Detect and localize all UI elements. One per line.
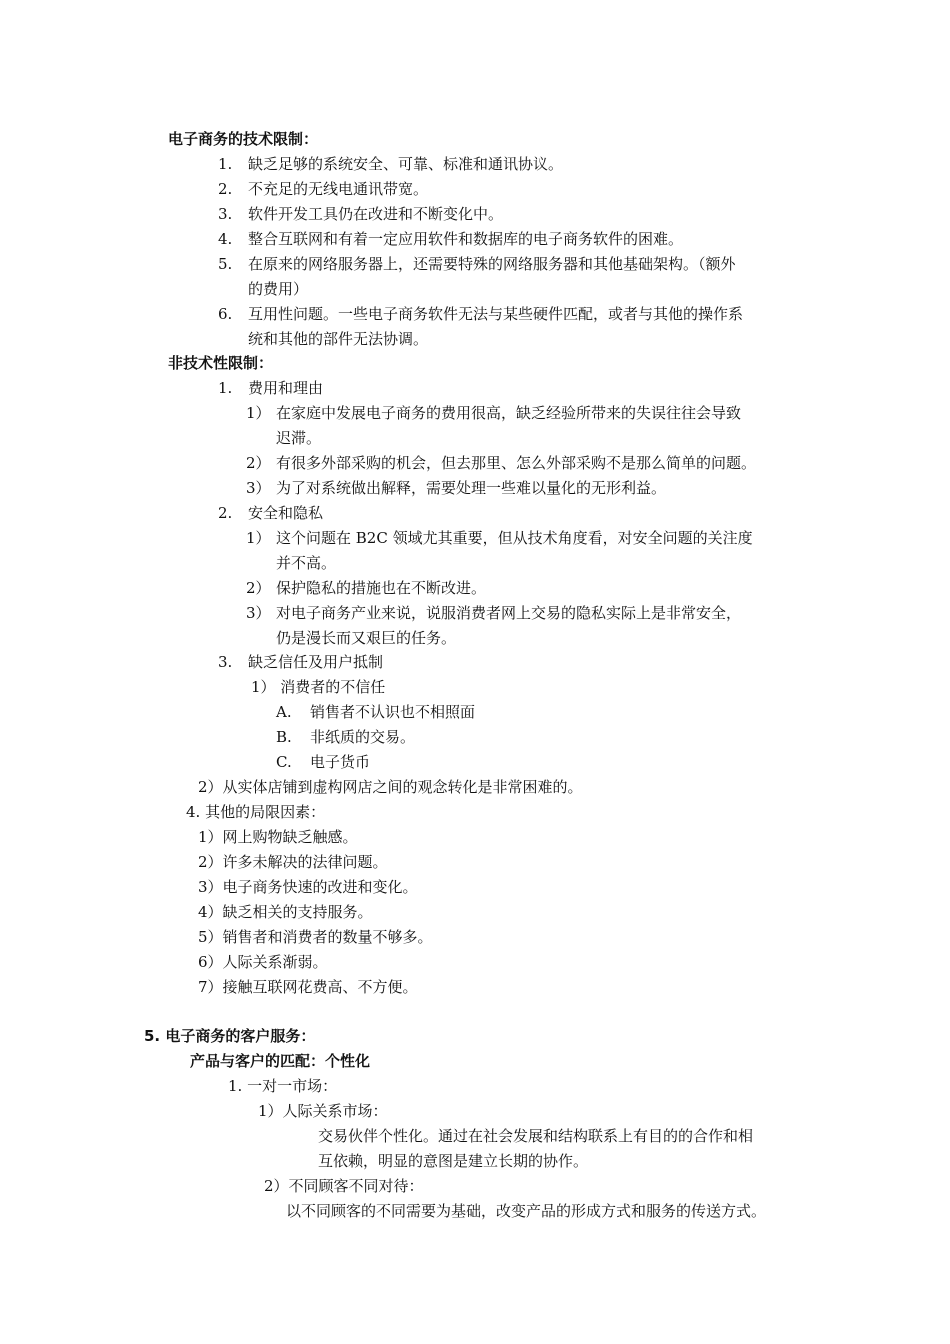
item-text: 在家庭中发展电子商务的费用很高，缺乏经验所带来的失误往往会导致 [276, 404, 742, 422]
item-number: 2） [246, 579, 271, 597]
subsection-title: 1） 消费者的不信任 [251, 678, 386, 696]
section-title-text: 缺乏信任及用户抵制 [248, 653, 384, 671]
list-item [218, 154, 563, 174]
paragraph-line: 以不同顾客的不同需要为基础，改变产品的形成方式和服务的传送方式。 [286, 1202, 767, 1220]
list-item: 3）电子商务快速的改进和变化。 [198, 878, 418, 896]
item-number: 4. [218, 230, 233, 248]
item-continuation: 统和其他的部件无法协调。 [248, 330, 429, 348]
tech-heading: 电子商务的技术限制： [168, 130, 319, 148]
item-letter: A. [276, 703, 292, 721]
item-continuation: 的费用） [248, 280, 309, 298]
item-text: 为了对系统做出解释，需要处理一些难以量化的无形利益。 [276, 479, 667, 497]
item-number: 3. [218, 653, 233, 671]
item-text: 销售者不认识也不相照面 [310, 703, 476, 721]
service-subheading: 产品与客户的匹配：个性化 [190, 1052, 371, 1070]
list-item [246, 403, 741, 423]
list-item: 6）人际关系渐弱。 [198, 953, 328, 971]
item-continuation: 仍是漫长而又艰巨的任务。 [276, 629, 457, 647]
item-number: 1） [246, 529, 271, 547]
section-title: 4. 其他的局限因素： [186, 803, 326, 821]
item-text: 互用性问题。一些电子商务软件无法与某些硬件匹配，或者与其他的操作系 [248, 305, 744, 323]
list-item [246, 578, 486, 598]
item-text: 缺乏足够的系统安全、可靠、标准和通讯协议。 [248, 155, 564, 173]
item-text: 电子货币 [310, 753, 371, 771]
list-item [276, 702, 475, 722]
subsection-title: 1）人际关系市场： [258, 1102, 388, 1120]
item-number: 2） [246, 454, 271, 472]
section-title [218, 503, 323, 523]
item-number: 2. [218, 180, 233, 198]
item-text: 保护隐私的措施也在不断改进。 [276, 579, 487, 597]
list-item [246, 478, 666, 498]
item-number: 3. [218, 205, 233, 223]
list-item [218, 304, 743, 324]
item-text: 有很多外部采购的机会，但去那里、怎么外部采购不是那么简单的问题。 [276, 454, 757, 472]
item-number: 2. [218, 504, 233, 522]
list-item [246, 528, 753, 548]
item-number: 1. [218, 379, 233, 397]
list-item [276, 752, 370, 772]
item-number: 1. [218, 155, 233, 173]
subsection-title: 2）不同顾客不同对待： [264, 1177, 424, 1195]
item-letter: C. [276, 753, 292, 771]
subsection-title: 2）从实体店铺到虚构网店之间的观念转化是非常困难的。 [198, 778, 583, 796]
paragraph-line: 交易伙伴个性化。通过在社会发展和结构联系上有目的的合作和相 [318, 1127, 754, 1145]
item-text: 非纸质的交易。 [310, 728, 416, 746]
item-number: 6. [218, 305, 233, 323]
item-continuation: 迟滞。 [276, 429, 322, 447]
item-text: 对电子商务产业来说，说服消费者网上交易的隐私实际上是非常安全， [276, 604, 742, 622]
list-item [218, 254, 736, 274]
item-letter: B. [276, 728, 292, 746]
section-title [218, 652, 383, 672]
item-text: 这个问题在 B2C 领域尤其重要，但从技术角度看，对安全问题的关注度 [276, 529, 753, 547]
list-item: 1）网上购物缺乏触感。 [198, 828, 358, 846]
nontech-heading: 非技术性限制： [168, 354, 274, 372]
list-item [246, 453, 756, 473]
item-text: 软件开发工具仍在改进和不断变化中。 [248, 205, 504, 223]
list-item [246, 603, 741, 623]
list-item [218, 229, 683, 249]
list-item [218, 179, 428, 199]
section-title-text: 安全和隐私 [248, 504, 324, 522]
section-title-text: 费用和理由 [248, 379, 324, 397]
service-heading: 5. 电子商务的客户服务： [144, 1027, 316, 1045]
item-text: 不充足的无线电通讯带宽。 [248, 180, 429, 198]
paragraph-line: 互依赖，明显的意图是建立长期的协作。 [318, 1152, 589, 1170]
item-continuation: 并不高。 [276, 554, 337, 572]
item-number: 3） [246, 604, 271, 622]
list-item: 4）缺乏相关的支持服务。 [198, 903, 373, 921]
list-item: 2）许多未解决的法律问题。 [198, 853, 388, 871]
list-item [218, 204, 503, 224]
item-text: 整合互联网和有着一定应用软件和数据库的电子商务软件的困难。 [248, 230, 684, 248]
section-title: 1. 一对一市场： [228, 1077, 338, 1095]
item-text: 在原来的网络服务器上，还需要特殊的网络服务器和其他基础架构。（额外 [248, 255, 736, 273]
list-item: 7）接触互联网花费高、不方便。 [198, 978, 418, 996]
list-item [276, 727, 415, 747]
item-number: 3） [246, 479, 271, 497]
section-title [218, 378, 323, 398]
list-item: 5）销售者和消费者的数量不够多。 [198, 928, 433, 946]
item-number: 5. [218, 255, 233, 273]
item-number: 1） [246, 404, 271, 422]
